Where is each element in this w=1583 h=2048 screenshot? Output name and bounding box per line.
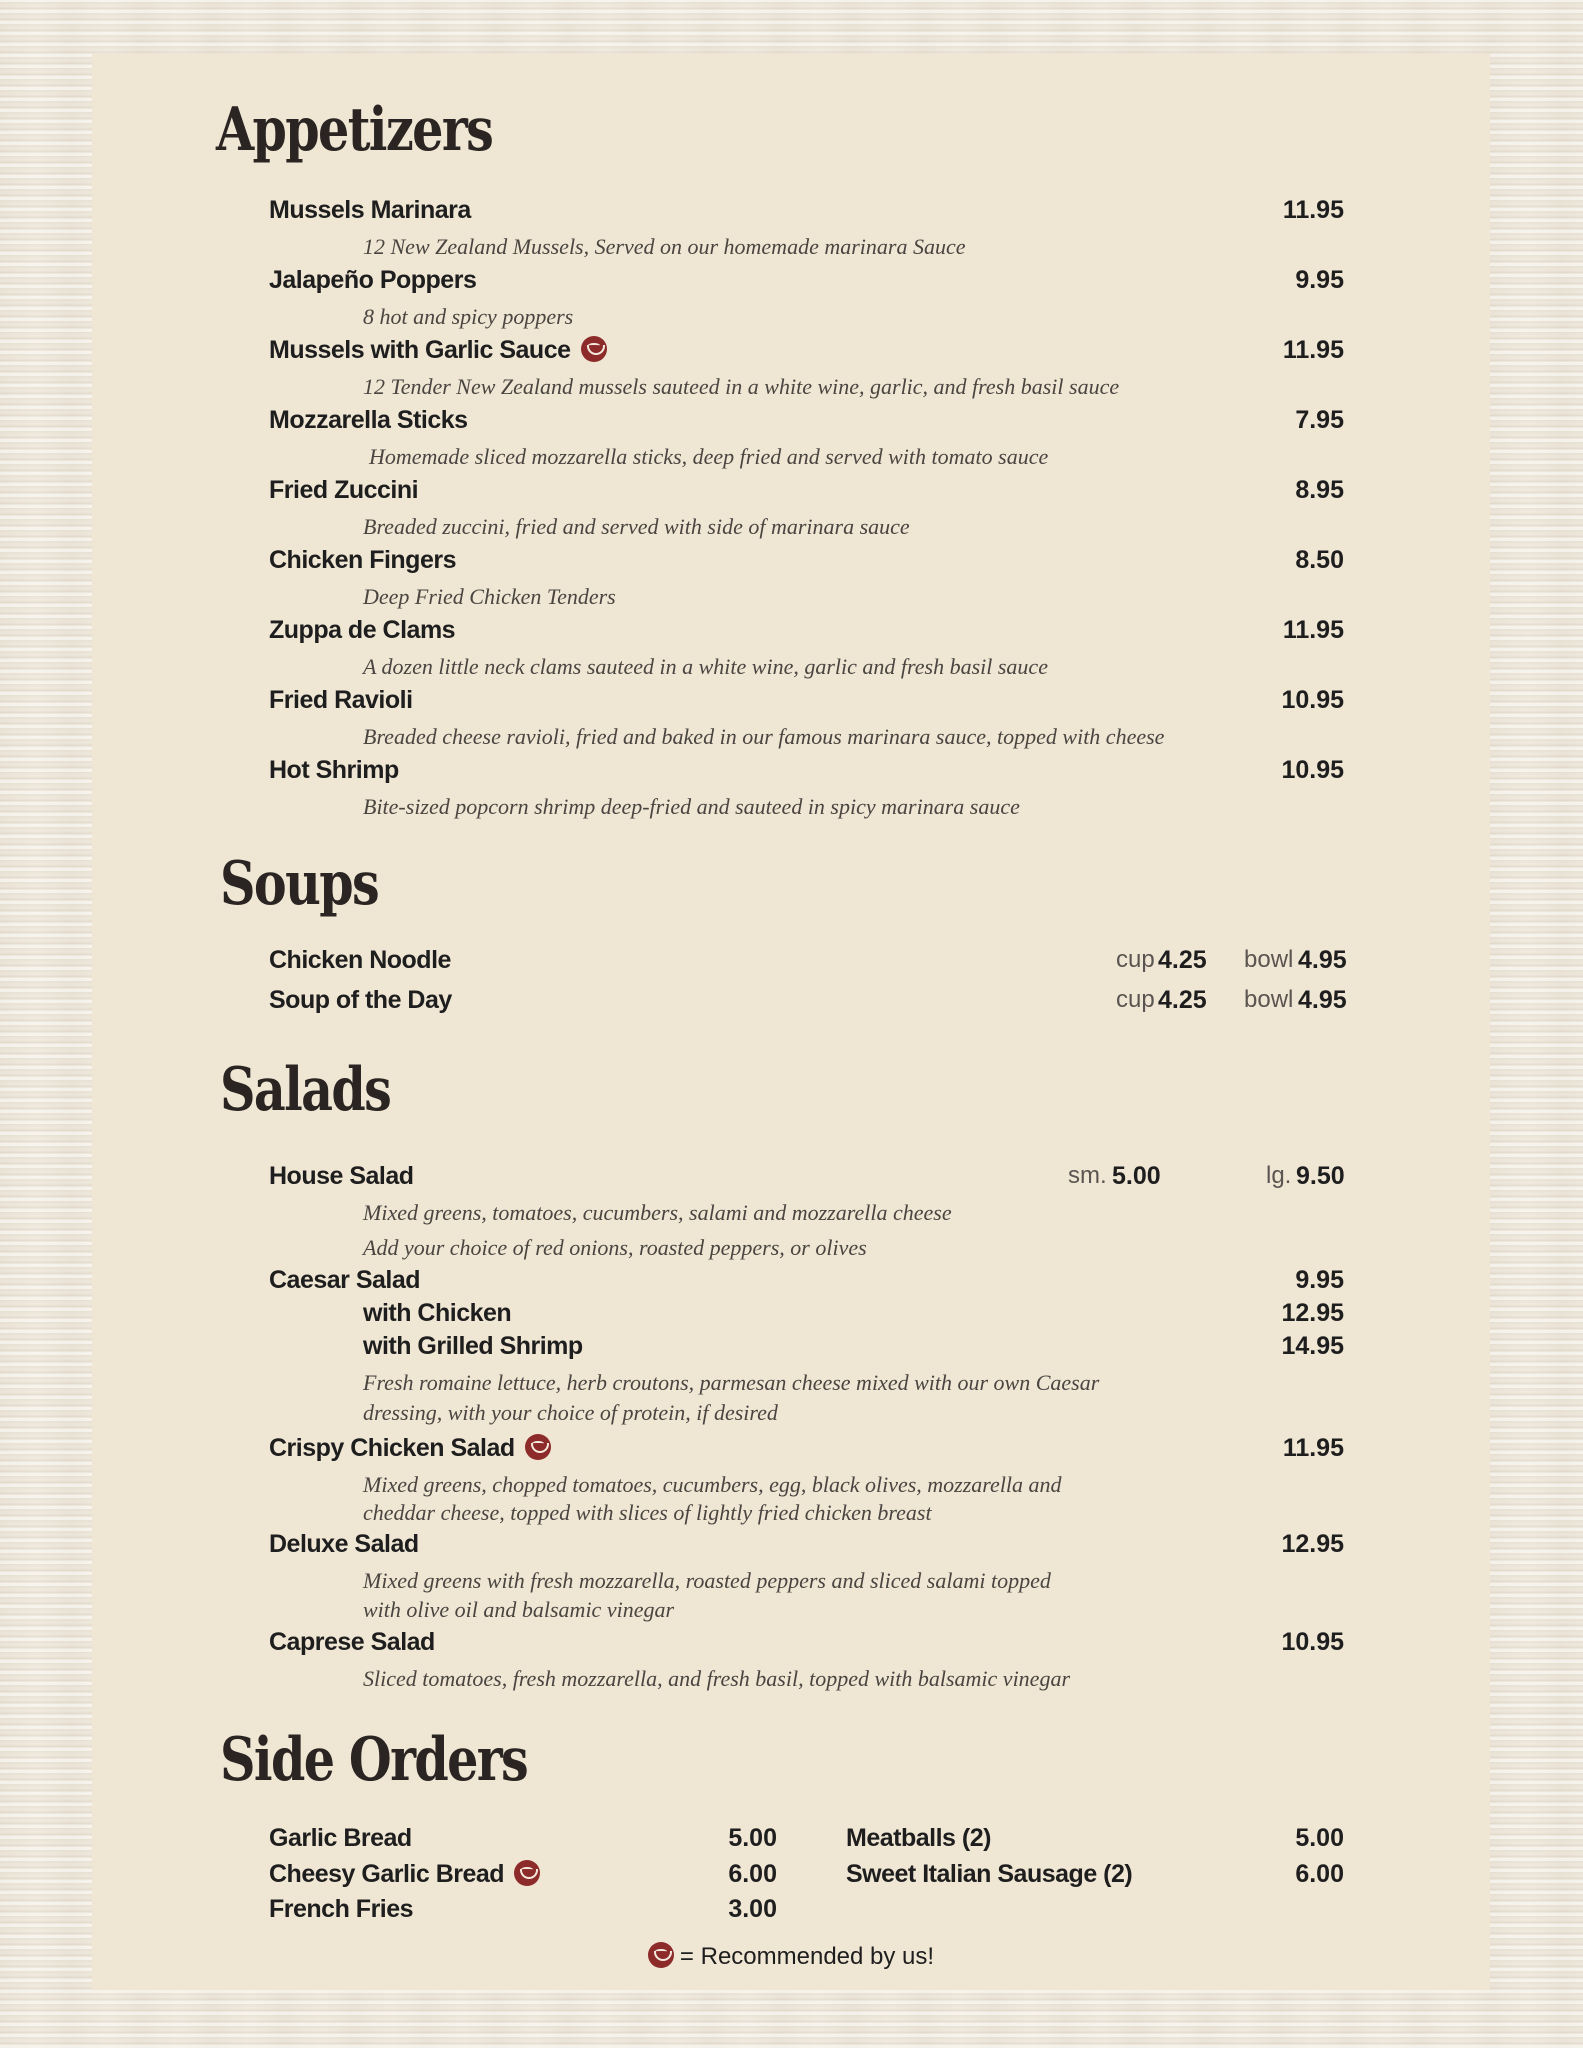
item-price: 9.95: [1295, 266, 1344, 294]
item-description: Breaded cheese ravioli, fried and baked in our famous marinara sauce, topped with cheese: [363, 724, 1165, 749]
cup-label: cup: [1116, 986, 1155, 1013]
item-name: Zuppa de Clams: [269, 616, 456, 644]
salads-heading: Salads: [220, 1055, 391, 1125]
item-name: Mozzarella Sticks: [269, 406, 468, 434]
item-price: 9.95: [1295, 1266, 1344, 1294]
item-name: Jalapeño Poppers: [269, 266, 477, 294]
large-price: 9.50: [1296, 1162, 1345, 1190]
option-name: with Chicken: [363, 1299, 512, 1327]
item-name: Caesar Salad: [269, 1266, 421, 1294]
small-label: sm.: [1068, 1162, 1107, 1189]
appetizers-heading: Appetizers: [216, 95, 493, 165]
item-name-wrap: [269, 336, 607, 365]
item-name: Fried Zuccini: [269, 476, 419, 504]
item-price: 11.95: [1282, 196, 1344, 224]
item-price: 7.95: [1295, 406, 1344, 434]
menu-item: [92, 406, 1490, 440]
item-description: Deep Fried Chicken Tenders: [363, 584, 616, 609]
bowl-price: 4.95: [1298, 986, 1347, 1014]
recommended-legend: [92, 1942, 1490, 1971]
item-name: Hot Shrimp: [269, 756, 399, 784]
item-description: Sliced tomatoes, fresh mozzarella, and fresh basil, topped with balsamic vinegar: [363, 1666, 1071, 1691]
menu-item: [92, 946, 1490, 980]
item-description: dressing, with your choice of protein, if desired: [363, 1400, 778, 1425]
item-description: with olive oil and balsamic vinegar: [363, 1597, 675, 1622]
item-description: 12 New Zealand Mussels, Served on our homemade marinara Sauce: [363, 234, 966, 259]
item-price: 5.00: [728, 1824, 777, 1852]
item-description: 8 hot and spicy poppers: [363, 304, 574, 329]
item-description: Homemade sliced mozzarella sticks, deep fried and served with tomato sauce: [369, 444, 1049, 469]
menu-item: [92, 756, 1490, 790]
item-description: Mixed greens with fresh mozzarella, roasted peppers and sliced salami topped: [363, 1568, 1051, 1593]
item-name: Soup of the Day: [269, 986, 452, 1014]
menu-item: [92, 476, 1490, 510]
menu-item: [92, 1266, 1490, 1300]
option-price: 14.95: [1281, 1332, 1344, 1360]
smiley-badge-icon: [514, 1860, 540, 1886]
item-name: Chicken Noodle: [269, 946, 451, 974]
menu-item: [92, 196, 1490, 230]
item-description: Breaded zuccini, fried and served with side of marinara sauce: [363, 514, 910, 539]
menu-item: [92, 266, 1490, 300]
item-name: Crispy Chicken Salad: [269, 1434, 515, 1462]
item-price: 11.95: [1282, 1434, 1344, 1462]
option-name: with Grilled Shrimp: [363, 1332, 583, 1360]
item-name: Mussels with Garlic Sauce: [269, 336, 571, 364]
item-price: 11.95: [1282, 336, 1344, 364]
cup-price: 4.25: [1158, 986, 1207, 1014]
item-price: 8.95: [1295, 476, 1344, 504]
soups-heading: Soups: [220, 849, 379, 919]
large-label: lg.: [1266, 1162, 1292, 1189]
menu-item-option: [92, 1332, 1490, 1366]
item-price: 6.00: [1295, 1860, 1344, 1888]
item-description: A dozen little neck clams sauteed in a white wine, garlic and fresh basil sauce: [363, 654, 1048, 679]
item-description: Mixed greens, tomatoes, cucumbers, salami and mozzarella cheese: [363, 1200, 952, 1225]
item-name: Chicken Fingers: [269, 546, 456, 574]
item-price: 3.00: [728, 1895, 777, 1923]
menu-item: [92, 1434, 1490, 1468]
item-price: 10.95: [1281, 1628, 1344, 1656]
cup-label: cup: [1116, 946, 1155, 973]
item-name: Garlic Bread: [269, 1824, 412, 1852]
item-name: Caprese Salad: [269, 1628, 435, 1656]
item-name: French Fries: [269, 1895, 414, 1923]
option-price: 12.95: [1281, 1299, 1344, 1327]
bowl-label: bowl: [1244, 946, 1294, 973]
item-price: 10.95: [1281, 756, 1344, 784]
menu-panel: [92, 54, 1490, 1990]
item-price: 12.95: [1281, 1530, 1344, 1558]
item-name-wrap: [269, 1434, 551, 1463]
side-orders-heading: Side Orders: [220, 1725, 528, 1795]
item-name: Cheesy Garlic Bread: [269, 1860, 505, 1888]
item-description: Mixed greens, chopped tomatoes, cucumbers, egg, black olives, mozzarella and: [363, 1472, 1062, 1497]
menu-item: [92, 1530, 1490, 1564]
menu-item: [92, 336, 1490, 370]
item-name: Sweet Italian Sausage (2): [846, 1860, 1133, 1888]
side-item: [92, 1895, 1490, 1929]
item-price: 5.00: [1295, 1824, 1344, 1852]
smiley-badge-icon: [581, 336, 607, 362]
menu-item-option: [92, 1299, 1490, 1333]
menu-item: [92, 986, 1490, 1020]
menu-item: [92, 616, 1490, 650]
legend-text: = Recommended by us!: [679, 1943, 935, 1970]
smiley-badge-icon: [648, 1942, 674, 1968]
bowl-label: bowl: [1244, 986, 1294, 1013]
side-item: [92, 1824, 1490, 1858]
item-name: Deluxe Salad: [269, 1530, 419, 1558]
item-price: 11.95: [1282, 616, 1344, 644]
menu-item: [92, 1162, 1490, 1196]
cup-price: 4.25: [1158, 946, 1207, 974]
item-description: Fresh romaine lettuce, herb croutons, parmesan cheese mixed with our own Caesar: [363, 1370, 1100, 1395]
item-price: 8.50: [1295, 546, 1344, 574]
item-description: Add your choice of red onions, roasted peppers, or olives: [363, 1235, 867, 1260]
menu-item: [92, 546, 1490, 580]
item-name: Meatballs (2): [846, 1824, 991, 1852]
small-price: 5.00: [1112, 1162, 1161, 1190]
item-name: House Salad: [269, 1162, 414, 1190]
item-name-wrap: [269, 1860, 540, 1889]
bowl-price: 4.95: [1298, 946, 1347, 974]
item-price: 6.00: [728, 1860, 777, 1888]
item-description: cheddar cheese, topped with slices of lightly fried chicken breast: [363, 1500, 932, 1525]
menu-item: [92, 686, 1490, 720]
item-name: Fried Ravioli: [269, 686, 413, 714]
item-description: 12 Tender New Zealand mussels sauteed in a white wine, garlic, and fresh basil sauce: [363, 374, 1120, 399]
item-description: Bite-sized popcorn shrimp deep-fried and sauteed in spicy marinara sauce: [363, 794, 1020, 819]
smiley-badge-icon: [525, 1434, 551, 1460]
side-item: [92, 1860, 1490, 1894]
item-name: Mussels Marinara: [269, 196, 471, 224]
menu-item: [92, 1628, 1490, 1662]
item-price: 10.95: [1281, 686, 1344, 714]
